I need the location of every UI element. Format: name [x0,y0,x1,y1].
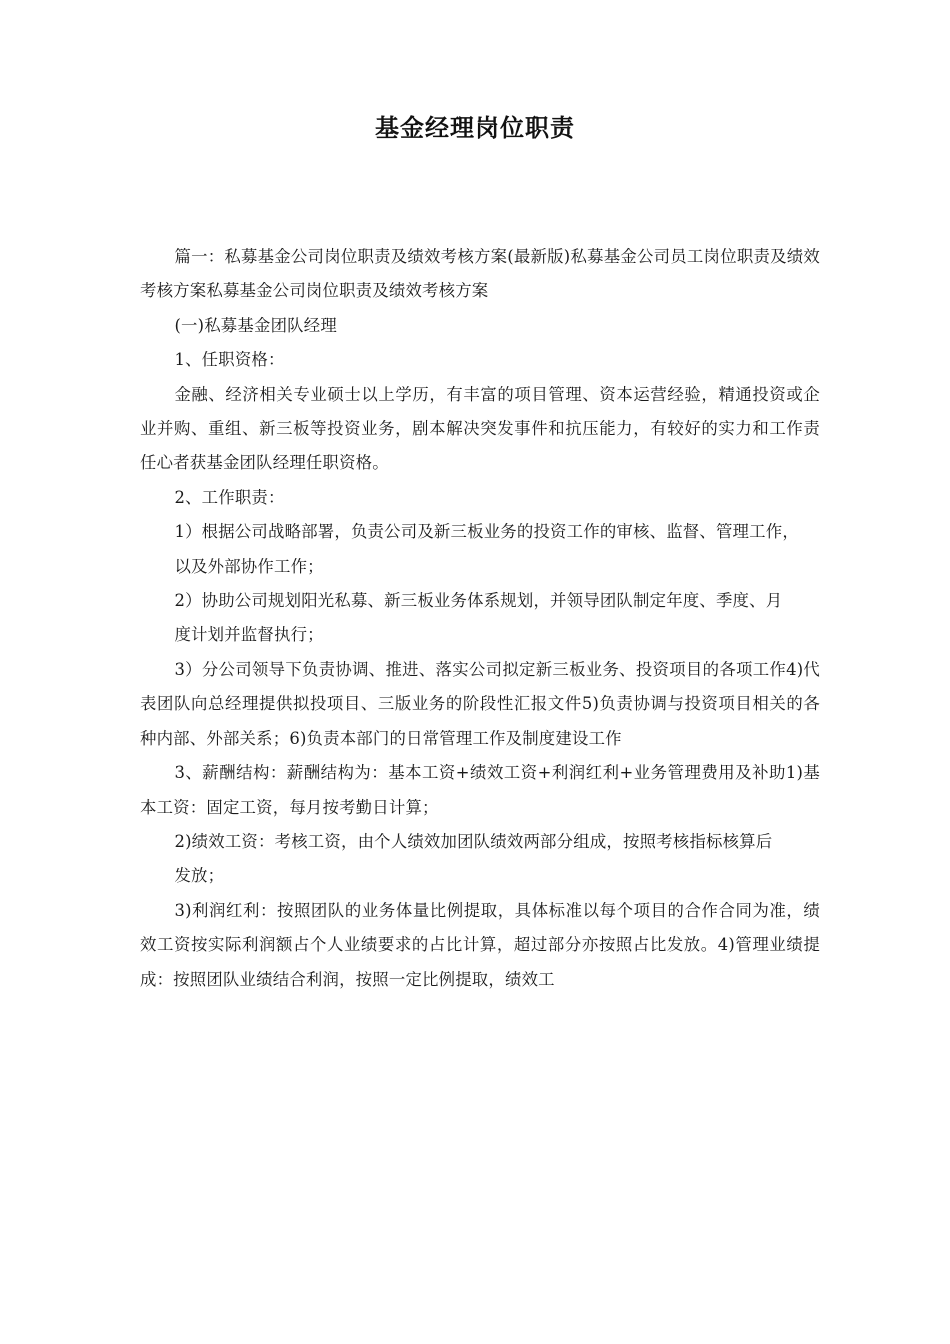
paragraph-duty-2-cont: 度计划并监督执行； [174,625,324,645]
paragraph-duty-2: 2）协助公司规划阳光私募、新三板业务体系规划，并领导团队制定年度、季度、月 [174,591,783,611]
paragraph-duty-1-cont: 以及外部协作工作； [174,556,324,576]
paragraph-duty-3-6: 3）分公司领导下负责协调、推进、落实公司拟定新三板业务、投资项目的各项工作4)代表团队向总经理提供拟投项目、三版业务的阶段性汇报文件5)负责协调与投资项目相关的各种内部、外部关系；6)负责本部门的日常管理工作及制度建设工作 [140,659,820,748]
document-title: 基金经理岗位职责 [375,114,575,142]
paragraph-profit-bonus: 3)利润红利：按照团队的业务体量比例提取，具体标准以每个项目的合作合同为准，绩效工资按实际利润额占个人业绩要求的占比计算，超过部分亦按照占比发放。4)管理业绩提成：按照团队业绩结合利润，按照一定比例提取，绩效工 [140,900,820,989]
document-body [140,240,820,997]
paragraph-duties-heading: 2、工作职责： [174,487,285,507]
paragraph-duty-1: 1）根据公司战略部署，负责公司及新三板业务的投资工作的审核、监督、管理工作， [174,522,799,542]
paragraph-section-heading: (一)私募基金团队经理 [174,315,337,335]
paragraph-qualifications: 金融、经济相关专业硕士以上学历，有丰富的项目管理、资本运营经验，精通投资或企业并购、重组、新三板等投资业务，剧本解决突发事件和抗压能力，有较好的实力和工作责任心者获基金团队经理任职资格。 [140,384,820,473]
paragraph-qualifications-heading: 1、任职资格： [174,350,285,370]
paragraph-performance-pay: 2)绩效工资：考核工资，由个人绩效加团队绩效两部分组成，按照考核指标核算后 [174,831,773,851]
paragraph-performance-pay-cont: 发放； [174,866,225,886]
paragraph-salary-structure: 3、薪酬结构：薪酬结构为：基本工资+绩效工资+利润红利+业务管理费用及补助1)基本工资：固定工资，每月按考勤日计算； [140,763,820,817]
paragraph-intro: 篇一：私募基金公司岗位职责及绩效考核方案(最新版)私募基金公司员工岗位职责及绩效考核方案私募基金公司岗位职责及绩效考核方案 [140,247,820,301]
